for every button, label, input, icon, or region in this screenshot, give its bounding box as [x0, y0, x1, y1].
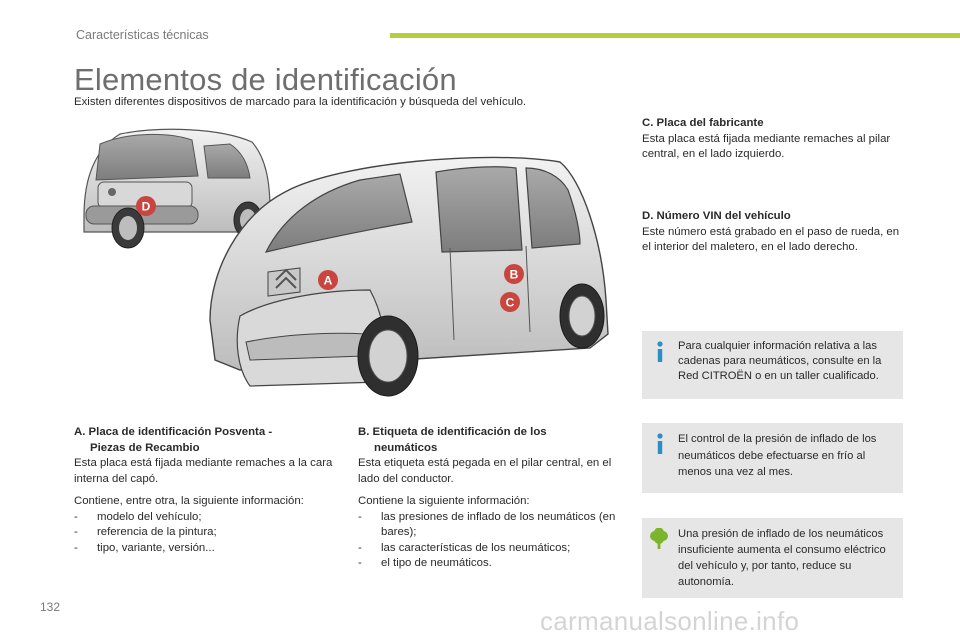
list-item: - el tipo de neumáticos.	[358, 557, 492, 569]
note-eco	[642, 518, 903, 598]
section-b-title	[358, 425, 620, 456]
info-icon	[652, 341, 668, 363]
page-number: 132	[40, 600, 61, 614]
marker-d-label: D	[141, 199, 151, 214]
marker-b-label: B	[509, 267, 519, 282]
section-b-title-line1: B. Etiqueta de identificación de los	[358, 426, 547, 438]
marker-c	[500, 292, 520, 312]
intro-text: Existen diferentes dispositivos de marcado para la identificación y búsqueda del vehículo.	[74, 96, 527, 108]
section-a-text: Esta placa está fijada mediante remaches a la cara interna del capó.	[74, 457, 333, 485]
marker-d	[136, 196, 156, 216]
section-c-title: C. Placa del fabricante	[642, 117, 764, 129]
section-b-text: Esta etiqueta está pegada en el pilar central, en el lado del conductor.	[358, 457, 612, 485]
note-tyre-pressure-text: El control de la presión de inflado de los neumáticos debe efectuarse en frío al menos una vez al mes.	[678, 433, 877, 478]
section-b-list-intro: Contiene la siguiente información:	[358, 495, 530, 507]
list-item: - modelo del vehículo;	[74, 510, 202, 523]
marker-a-label: A	[323, 273, 333, 288]
section-d	[642, 209, 910, 256]
section-c-text: Esta placa está fijada mediante remaches al pilar central, en el lado izquierdo.	[642, 132, 891, 160]
list-item: - las presiones de inflado de los neumáticos (en bares);	[358, 510, 616, 538]
note-chains-text: Para cualquier información relativa a las cadenas para neumáticos, consulte en la Red CITROËN o en un taller cualificado.	[678, 340, 882, 382]
list-item: - las características de los neumáticos;	[358, 541, 571, 554]
note-eco-text: Una presión de inflado de los neumáticos insuficiente aumenta el consumo eléctrico del vehículo y, por tanto, reduce su autonomía.	[678, 528, 886, 588]
section-a-title-line1: A. Placa de identificación Posventa -	[74, 426, 273, 438]
section-b-title-line2: neumáticos	[374, 441, 438, 454]
watermark: carmanualsonline.info	[540, 606, 800, 636]
section-a-list-intro: Contiene, entre otra, la siguiente información:	[74, 495, 304, 507]
info-icon	[652, 433, 668, 455]
section-b	[358, 425, 620, 572]
section-b-list	[358, 510, 620, 572]
header-accent-bar	[390, 33, 960, 38]
page-title: Elementos de identificación	[74, 62, 457, 97]
section-d-title: D. Número VIN del vehículo	[642, 210, 791, 222]
section-a	[74, 425, 339, 556]
section-d-text: Este número está grabado en el paso de rueda, en el interior del maletero, en el lado derecho.	[642, 225, 900, 253]
vehicle-illustration	[70, 120, 630, 420]
list-item: - referencia de la pintura;	[74, 526, 217, 538]
section-label: Características técnicas	[76, 28, 209, 42]
note-chains	[642, 331, 903, 399]
section-a-list	[74, 510, 339, 557]
marker-a	[318, 270, 338, 290]
section-a-title-line2: Piezas de Recambio	[90, 441, 200, 454]
section-c	[642, 116, 904, 163]
note-tyre-pressure	[642, 423, 903, 493]
marker-b	[504, 264, 524, 284]
section-a-title	[74, 425, 339, 456]
list-item: - tipo, variante, versión...	[74, 541, 215, 554]
marker-c-label: C	[505, 295, 515, 310]
eco-tree-icon	[649, 528, 669, 550]
